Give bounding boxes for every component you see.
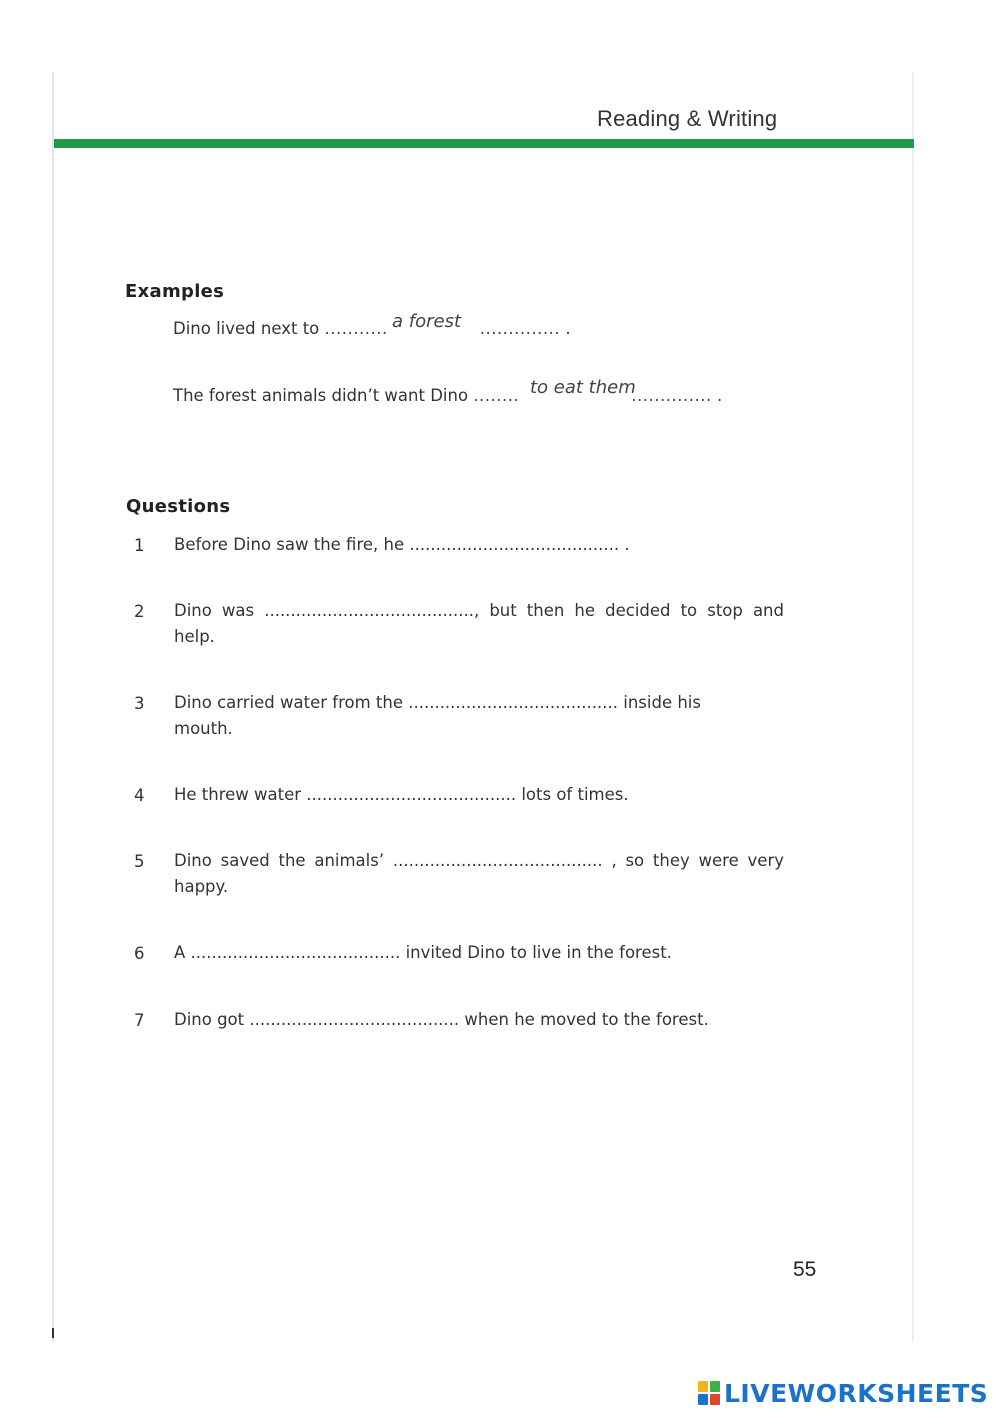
example-1	[173, 319, 571, 338]
section-title: Reading & Writing	[597, 106, 778, 131]
liveworksheets-logo	[698, 1378, 988, 1408]
example-1-answer: a forest	[392, 311, 462, 332]
question-4-text: He threw water ........................................ lots of times.	[174, 785, 629, 804]
example-2-answer: to eat them	[530, 377, 636, 398]
example-1-suffix: .	[560, 319, 571, 338]
question-5-text: Dino saved the animals’ ........................................ , so they were very happy.	[174, 851, 784, 896]
logo-tile-i	[710, 1381, 720, 1392]
example-1-dots-after: ..............	[479, 319, 561, 338]
question-1-text: Before Dino saw the fire, he ........................................ .	[174, 535, 630, 554]
question-7-number: 7	[134, 1011, 145, 1030]
question-7-text: Dino got ........................................ when he moved to the forest.	[174, 1010, 709, 1029]
page-edge-right	[912, 72, 914, 1342]
page-number: 55	[793, 1258, 817, 1281]
questions-heading: Questions	[126, 496, 231, 517]
question-2-text: Dino was ........................................, but then he decided to stop and help.	[174, 601, 784, 646]
example-2-dots-after: ..............	[631, 386, 712, 405]
question-6-text: A ........................................ invited Dino to live in the forest.	[174, 943, 672, 962]
examples-heading: Examples	[125, 281, 225, 302]
example-2	[173, 386, 722, 405]
question-3-text: Dino carried water from the ........................................ inside his mouth.	[174, 693, 701, 738]
page-edge-left	[52, 72, 54, 1342]
question-4-number: 4	[134, 786, 145, 805]
question-5-number: 5	[134, 852, 145, 871]
question-1-number: 1	[134, 536, 145, 555]
liveworksheets-logo-icon	[698, 1381, 720, 1405]
liveworksheets-logo-text: LIVEWORKSHEETS	[724, 1378, 989, 1408]
example-2-dots-before: ........	[473, 386, 520, 405]
logo-tile-e	[710, 1394, 720, 1405]
question-3-number: 3	[134, 694, 145, 713]
logo-tile-l	[698, 1381, 708, 1392]
logo-tile-v	[698, 1394, 708, 1405]
question-6-number: 6	[134, 944, 145, 963]
example-2-suffix: .	[711, 386, 723, 405]
example-1-prefix: Dino lived next to	[173, 319, 325, 338]
scan-mark	[52, 1328, 54, 1338]
question-2-number: 2	[134, 602, 145, 621]
example-1-dots-before: ...........	[324, 319, 388, 338]
header-rule	[54, 139, 914, 148]
example-2-prefix: The forest animals didn’t want Dino	[173, 386, 474, 405]
